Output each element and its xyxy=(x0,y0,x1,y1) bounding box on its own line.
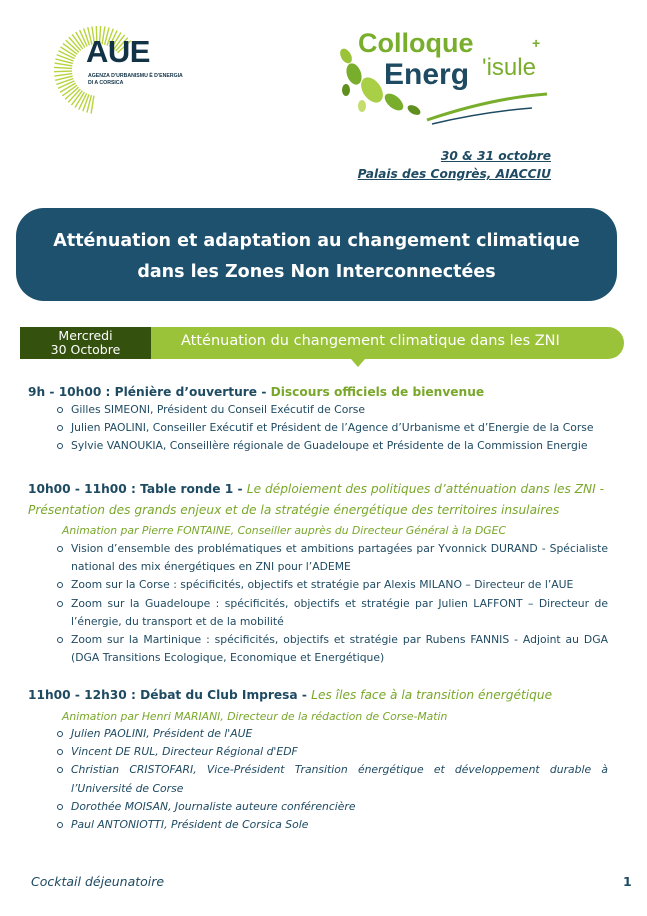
list-item-text: Julien PAOLINI, Président de l'AUE xyxy=(71,727,253,740)
day-date: 30 Octobre xyxy=(50,342,121,357)
list-item xyxy=(52,576,608,594)
event-date: 30 & 31 octobre xyxy=(440,149,551,163)
session3-heading xyxy=(28,688,552,702)
bullet-icon xyxy=(57,546,63,552)
list-item-text: Paul ANTONIOTTI, Président de Corsica Sole xyxy=(71,818,309,832)
title-banner xyxy=(16,208,617,301)
colloque-word: Colloque xyxy=(358,28,474,58)
list-item xyxy=(52,761,608,797)
aue-logo-subtitle: AGENZA D'URBANISMU È D'ENERGIA DI A CORSICA xyxy=(88,73,183,86)
list-item xyxy=(52,401,608,419)
list-item-text: Zoom sur la Corse : spécificités, objectifs et stratégie par Alexis MILANO – Directeur de l’AUE xyxy=(71,578,574,592)
bullet-icon xyxy=(57,731,63,737)
day-box xyxy=(20,327,151,359)
day-topic: Atténuation du changement climatique dans les ZNI xyxy=(181,333,560,349)
session1-title: Discours officiels de bienvenue xyxy=(270,385,485,399)
list-item xyxy=(52,798,608,816)
down-arrow-icon xyxy=(351,359,365,367)
session2-title: Le déploiement des politiques d’atténuation dans les ZNI - xyxy=(246,482,605,496)
bullet-icon xyxy=(57,749,63,755)
session2-animation: Animation par Pierre FONTAINE, Conseiller auprès du Directeur Général à la DGEC xyxy=(62,524,507,537)
bullet-icon xyxy=(57,804,63,810)
day-bar xyxy=(20,327,624,359)
list-item-text: Zoom sur la Martinique : spécificités, objectifs et stratégie par Rubens FANNIS - Adjoint au DGA (DGA Transitions Ecologique, Economique et Energétique) xyxy=(71,633,608,665)
day-name: Mercredi xyxy=(58,328,113,343)
list-item xyxy=(52,437,608,455)
list-item-text: Zoom sur la Guadeloupe : spécificités, objectifs et stratégie par Julien LAFFONT – Directeur de l’énergie, du transport et de la mobilité xyxy=(71,596,608,628)
list-item xyxy=(52,816,608,834)
session3-time: 11h00 - 12h30 : Débat du Club Impresa - xyxy=(28,688,312,702)
bullet-icon xyxy=(57,601,63,607)
list-item-text: Julien PAOLINI, Conseiller Exécutif et Président de l’Agence d’Urbanisme et d’Energie de la Corse xyxy=(71,421,594,435)
isule-word: 'isule xyxy=(482,54,536,81)
session2-list xyxy=(52,540,608,667)
aue-logo-title: AUE xyxy=(86,34,150,69)
bullet-icon xyxy=(57,582,63,588)
bullet-icon xyxy=(57,822,63,828)
session2-time: 10h00 - 11h00 : Table ronde 1 - xyxy=(28,482,247,496)
list-item-text: Christian CRISTOFARI, Vice-Président Transition énergétique et développement durable à l’Université de Corse xyxy=(71,763,608,795)
day-topic-bar xyxy=(151,327,624,359)
bullet-icon xyxy=(57,637,63,643)
bullet-icon xyxy=(57,767,63,773)
session1-time: 9h - 10h00 : Plénière d’ouverture - xyxy=(28,385,271,399)
bullet-icon xyxy=(57,425,63,431)
list-item-text: Gilles SIMEONI, Président du Conseil Exécutif de Corse xyxy=(71,403,366,416)
session3-animation: Animation par Henri MARIANI, Directeur de la rédaction de Corse-Matin xyxy=(62,710,448,723)
list-item xyxy=(52,419,608,437)
list-item xyxy=(52,725,608,743)
list-item xyxy=(52,540,608,576)
session3-title: Les îles face à la transition énergétique xyxy=(311,688,553,702)
energ-word: Energ xyxy=(384,58,470,91)
aue-logo xyxy=(52,22,182,118)
list-item-text: Sylvie VANOUKIA, Conseillère régionale de Guadeloupe et Présidente de la Commission Energie xyxy=(71,439,588,453)
session1-list xyxy=(52,401,608,456)
session3-list xyxy=(52,725,608,834)
list-item-text: Vision d’ensemble des problématiques et ambitions partagées par Yvonnick DURAND - Spécialiste national des mix énergétiques en ZNI pour l’ADEME xyxy=(71,542,608,574)
bullet-icon xyxy=(57,443,63,449)
banner-title-line2: dans les Zones Non Interconnectées xyxy=(137,262,496,282)
event-venue: Palais des Congrès, AIACCIU xyxy=(357,167,551,181)
list-item xyxy=(52,631,608,667)
plus-icon: + xyxy=(532,35,541,51)
banner-title-line1: Atténuation et adaptation au changement climatique xyxy=(53,231,580,251)
colloque-logo xyxy=(332,28,562,128)
session1-heading xyxy=(28,385,484,399)
list-item xyxy=(52,743,608,761)
list-item-text: Dorothée MOISAN, Journaliste auteure conférencière xyxy=(71,799,356,813)
session2-heading xyxy=(28,482,604,496)
bullet-icon xyxy=(57,407,63,413)
list-item-text: Vincent DE RUL, Directeur Régional d'EDF xyxy=(71,745,298,759)
list-item xyxy=(52,595,608,631)
footer-lunch: Cocktail déjeunatoire xyxy=(31,874,165,889)
session2-subtitle: Présentation des grands enjeux et de la stratégie énergétique des territoires insulaires xyxy=(28,503,560,517)
page-number: 1 xyxy=(623,874,632,889)
